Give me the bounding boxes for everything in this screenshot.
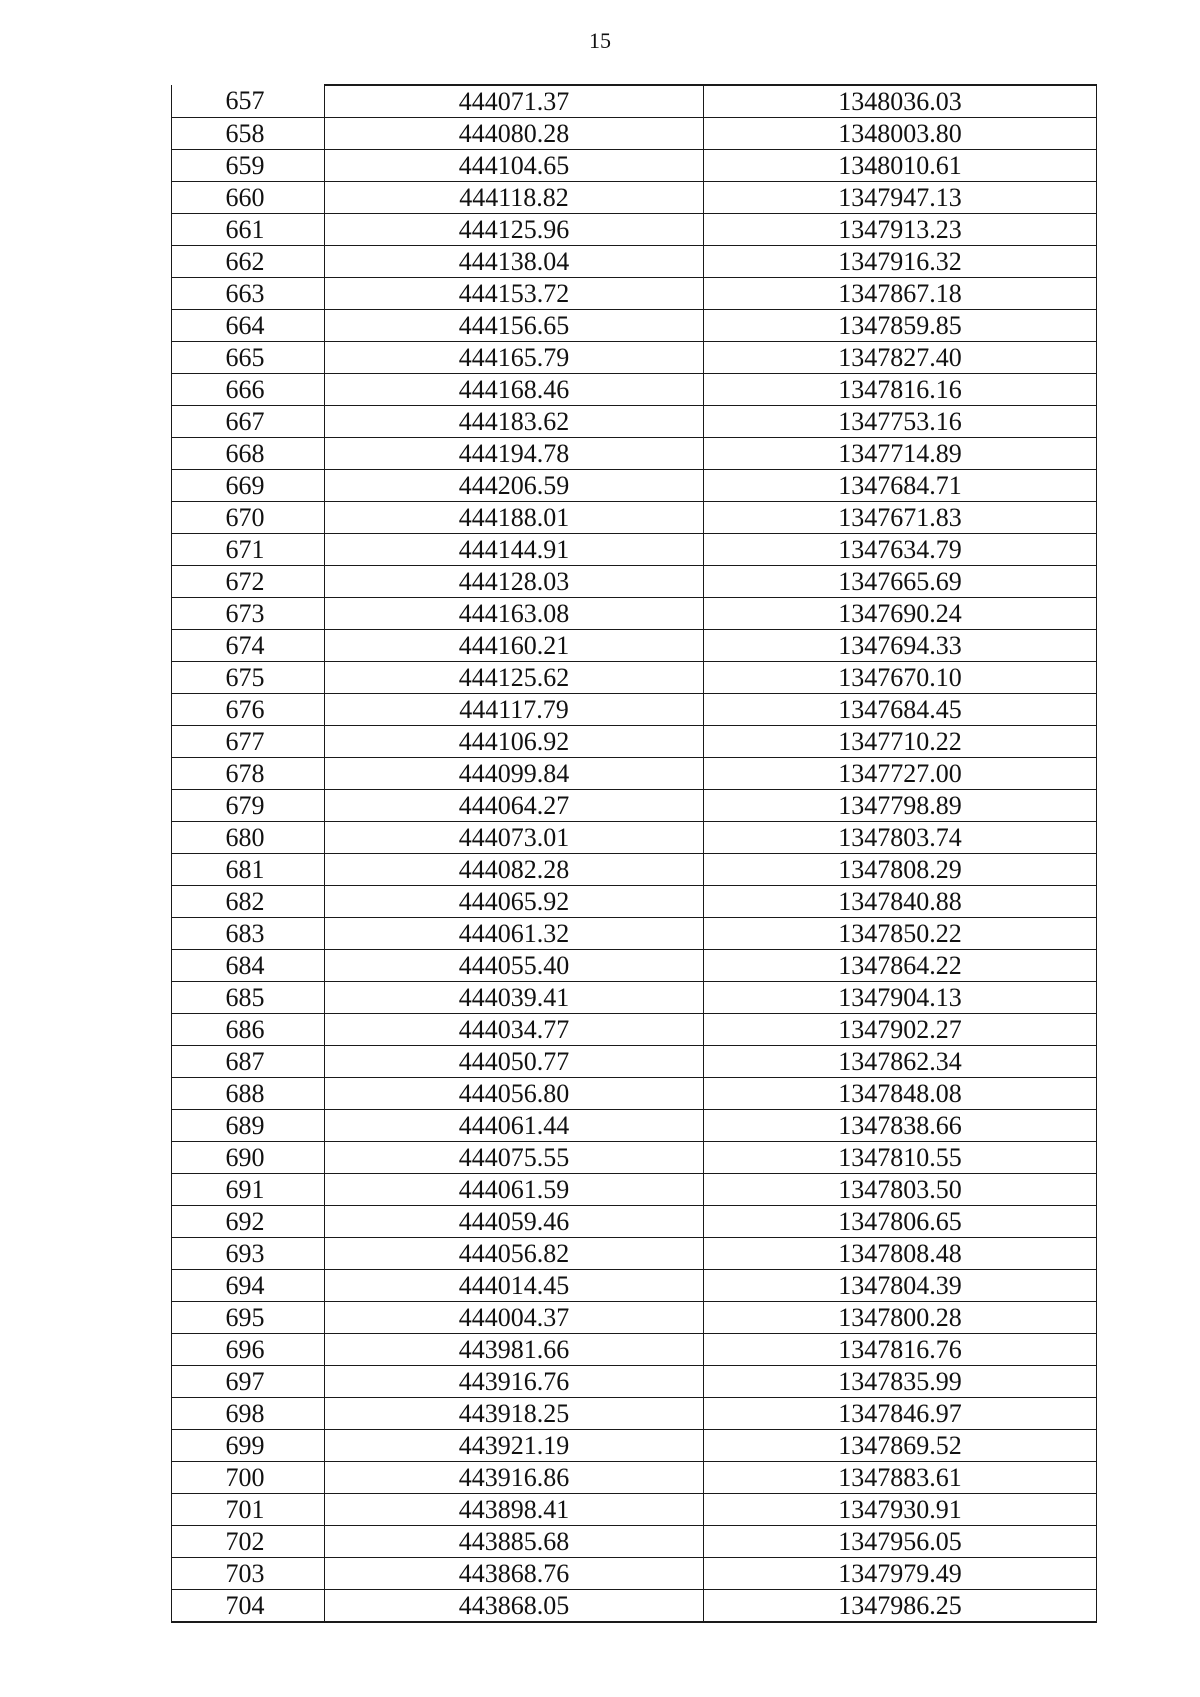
x-coordinate-cell: 444106.92 [325, 726, 704, 758]
point-number-cell: 682 [172, 886, 325, 918]
table-row [172, 85, 1097, 118]
table-row [172, 1430, 1097, 1462]
y-coordinate-cell: 1347838.66 [704, 1110, 1097, 1142]
y-coordinate-cell: 1347803.50 [704, 1174, 1097, 1206]
x-coordinate-cell: 444082.28 [325, 854, 704, 886]
table-row [172, 342, 1097, 374]
y-coordinate-cell: 1348036.03 [704, 85, 1097, 118]
x-coordinate-cell: 444125.96 [325, 214, 704, 246]
x-coordinate-cell: 444004.37 [325, 1302, 704, 1334]
x-coordinate-cell: 444153.72 [325, 278, 704, 310]
point-number-cell: 667 [172, 406, 325, 438]
x-coordinate-cell: 444056.82 [325, 1238, 704, 1270]
point-number-cell: 697 [172, 1366, 325, 1398]
x-coordinate-cell: 444206.59 [325, 470, 704, 502]
y-coordinate-cell: 1347869.52 [704, 1430, 1097, 1462]
y-coordinate-cell: 1347930.91 [704, 1494, 1097, 1526]
y-coordinate-cell: 1347684.71 [704, 470, 1097, 502]
point-number-cell: 665 [172, 342, 325, 374]
x-coordinate-cell: 443921.19 [325, 1430, 704, 1462]
table-row [172, 438, 1097, 470]
table-row [172, 694, 1097, 726]
table-row [172, 1014, 1097, 1046]
y-coordinate-cell: 1347808.29 [704, 854, 1097, 886]
point-number-cell: 687 [172, 1046, 325, 1078]
x-coordinate-cell: 443916.76 [325, 1366, 704, 1398]
table-row [172, 1206, 1097, 1238]
x-coordinate-cell: 444061.32 [325, 918, 704, 950]
y-coordinate-cell: 1347867.18 [704, 278, 1097, 310]
x-coordinate-cell: 443868.76 [325, 1558, 704, 1590]
y-coordinate-cell: 1347986.25 [704, 1590, 1097, 1623]
y-coordinate-cell: 1347883.61 [704, 1462, 1097, 1494]
point-number-cell: 695 [172, 1302, 325, 1334]
table-row [172, 406, 1097, 438]
table-row [172, 790, 1097, 822]
point-number-cell: 657 [172, 85, 325, 118]
point-number-cell: 692 [172, 1206, 325, 1238]
y-coordinate-cell: 1347753.16 [704, 406, 1097, 438]
point-number-cell: 676 [172, 694, 325, 726]
table-row [172, 566, 1097, 598]
table-row [172, 470, 1097, 502]
y-coordinate-cell: 1347804.39 [704, 1270, 1097, 1302]
y-coordinate-cell: 1347947.13 [704, 182, 1097, 214]
y-coordinate-cell: 1347727.00 [704, 758, 1097, 790]
table-row [172, 1110, 1097, 1142]
table-row [172, 1302, 1097, 1334]
y-coordinate-cell: 1347800.28 [704, 1302, 1097, 1334]
point-number-cell: 659 [172, 150, 325, 182]
x-coordinate-cell: 444059.46 [325, 1206, 704, 1238]
y-coordinate-cell: 1347665.69 [704, 566, 1097, 598]
point-number-cell: 689 [172, 1110, 325, 1142]
x-coordinate-cell: 444064.27 [325, 790, 704, 822]
x-coordinate-cell: 443918.25 [325, 1398, 704, 1430]
y-coordinate-cell: 1347913.23 [704, 214, 1097, 246]
table-row [172, 950, 1097, 982]
x-coordinate-cell: 444075.55 [325, 1142, 704, 1174]
y-coordinate-cell: 1347827.40 [704, 342, 1097, 374]
point-number-cell: 679 [172, 790, 325, 822]
y-coordinate-cell: 1347850.22 [704, 918, 1097, 950]
point-number-cell: 704 [172, 1590, 325, 1623]
point-number-cell: 670 [172, 502, 325, 534]
y-coordinate-cell: 1347848.08 [704, 1078, 1097, 1110]
x-coordinate-cell: 444039.41 [325, 982, 704, 1014]
table-row [172, 822, 1097, 854]
y-coordinate-cell: 1347956.05 [704, 1526, 1097, 1558]
x-coordinate-cell: 444099.84 [325, 758, 704, 790]
table-row [172, 1366, 1097, 1398]
x-coordinate-cell: 444183.62 [325, 406, 704, 438]
point-number-cell: 663 [172, 278, 325, 310]
point-number-cell: 681 [172, 854, 325, 886]
x-coordinate-cell: 444104.65 [325, 150, 704, 182]
x-coordinate-cell: 444118.82 [325, 182, 704, 214]
y-coordinate-cell: 1347806.65 [704, 1206, 1097, 1238]
x-coordinate-cell: 443981.66 [325, 1334, 704, 1366]
x-coordinate-cell: 444125.62 [325, 662, 704, 694]
point-number-cell: 702 [172, 1526, 325, 1558]
y-coordinate-cell: 1347684.45 [704, 694, 1097, 726]
y-coordinate-cell: 1347835.99 [704, 1366, 1097, 1398]
point-number-cell: 690 [172, 1142, 325, 1174]
table-row [172, 246, 1097, 278]
y-coordinate-cell: 1347816.16 [704, 374, 1097, 406]
table-row [172, 758, 1097, 790]
x-coordinate-cell: 444080.28 [325, 118, 704, 150]
y-coordinate-cell: 1347634.79 [704, 534, 1097, 566]
y-coordinate-cell: 1347859.85 [704, 310, 1097, 342]
x-coordinate-cell: 444034.77 [325, 1014, 704, 1046]
point-number-cell: 677 [172, 726, 325, 758]
x-coordinate-cell: 444163.08 [325, 598, 704, 630]
y-coordinate-cell: 1347840.88 [704, 886, 1097, 918]
y-coordinate-cell: 1347864.22 [704, 950, 1097, 982]
point-number-cell: 674 [172, 630, 325, 662]
point-number-cell: 703 [172, 1558, 325, 1590]
x-coordinate-cell: 444165.79 [325, 342, 704, 374]
y-coordinate-cell: 1347714.89 [704, 438, 1097, 470]
x-coordinate-cell: 444194.78 [325, 438, 704, 470]
point-number-cell: 678 [172, 758, 325, 790]
point-number-cell: 698 [172, 1398, 325, 1430]
y-coordinate-cell: 1347816.76 [704, 1334, 1097, 1366]
table-row [172, 310, 1097, 342]
table-row [172, 182, 1097, 214]
table-row [172, 374, 1097, 406]
point-number-cell: 688 [172, 1078, 325, 1110]
y-coordinate-cell: 1347810.55 [704, 1142, 1097, 1174]
table-row [172, 1558, 1097, 1590]
table-row [172, 854, 1097, 886]
x-coordinate-cell: 444144.91 [325, 534, 704, 566]
table-row [172, 214, 1097, 246]
point-number-cell: 672 [172, 566, 325, 598]
point-number-cell: 691 [172, 1174, 325, 1206]
y-coordinate-cell: 1347690.24 [704, 598, 1097, 630]
x-coordinate-cell: 444168.46 [325, 374, 704, 406]
x-coordinate-cell: 444050.77 [325, 1046, 704, 1078]
table-row [172, 598, 1097, 630]
y-coordinate-cell: 1347862.34 [704, 1046, 1097, 1078]
point-number-cell: 666 [172, 374, 325, 406]
table-row [172, 918, 1097, 950]
table-row [172, 1494, 1097, 1526]
x-coordinate-cell: 444056.80 [325, 1078, 704, 1110]
point-number-cell: 661 [172, 214, 325, 246]
y-coordinate-cell: 1348010.61 [704, 150, 1097, 182]
page-number: 15 [589, 28, 611, 53]
x-coordinate-cell: 444061.59 [325, 1174, 704, 1206]
x-coordinate-cell: 444138.04 [325, 246, 704, 278]
x-coordinate-cell: 444055.40 [325, 950, 704, 982]
y-coordinate-cell: 1347671.83 [704, 502, 1097, 534]
point-number-cell: 700 [172, 1462, 325, 1494]
x-coordinate-cell: 444117.79 [325, 694, 704, 726]
x-coordinate-cell: 443898.41 [325, 1494, 704, 1526]
y-coordinate-cell: 1347808.48 [704, 1238, 1097, 1270]
y-coordinate-cell: 1347670.10 [704, 662, 1097, 694]
table-row [172, 118, 1097, 150]
table-row [172, 1334, 1097, 1366]
point-number-cell: 664 [172, 310, 325, 342]
point-number-cell: 669 [172, 470, 325, 502]
point-number-cell: 683 [172, 918, 325, 950]
point-number-cell: 701 [172, 1494, 325, 1526]
point-number-cell: 694 [172, 1270, 325, 1302]
y-coordinate-cell: 1347904.13 [704, 982, 1097, 1014]
x-coordinate-cell: 444071.37 [325, 85, 704, 118]
table-row [172, 1142, 1097, 1174]
table-row [172, 886, 1097, 918]
point-number-cell: 668 [172, 438, 325, 470]
table-row [172, 534, 1097, 566]
x-coordinate-cell: 444014.45 [325, 1270, 704, 1302]
coordinates-table-body [172, 85, 1097, 1622]
y-coordinate-cell: 1347694.33 [704, 630, 1097, 662]
point-number-cell: 675 [172, 662, 325, 694]
x-coordinate-cell: 444156.65 [325, 310, 704, 342]
x-coordinate-cell: 443868.05 [325, 1590, 704, 1623]
x-coordinate-cell: 444160.21 [325, 630, 704, 662]
table-row [172, 1398, 1097, 1430]
table-row [172, 1590, 1097, 1623]
y-coordinate-cell: 1347710.22 [704, 726, 1097, 758]
y-coordinate-cell: 1347979.49 [704, 1558, 1097, 1590]
point-number-cell: 693 [172, 1238, 325, 1270]
table-row [172, 1462, 1097, 1494]
x-coordinate-cell: 444188.01 [325, 502, 704, 534]
table-row [172, 726, 1097, 758]
y-coordinate-cell: 1348003.80 [704, 118, 1097, 150]
x-coordinate-cell: 444073.01 [325, 822, 704, 854]
table-row [172, 1174, 1097, 1206]
point-number-cell: 658 [172, 118, 325, 150]
table-row [172, 1526, 1097, 1558]
point-number-cell: 671 [172, 534, 325, 566]
y-coordinate-cell: 1347916.32 [704, 246, 1097, 278]
table-row [172, 630, 1097, 662]
point-number-cell: 660 [172, 182, 325, 214]
table-row [172, 982, 1097, 1014]
table-row [172, 278, 1097, 310]
point-number-cell: 680 [172, 822, 325, 854]
y-coordinate-cell: 1347846.97 [704, 1398, 1097, 1430]
point-number-cell: 673 [172, 598, 325, 630]
table-row [172, 1270, 1097, 1302]
y-coordinate-cell: 1347798.89 [704, 790, 1097, 822]
x-coordinate-cell: 443885.68 [325, 1526, 704, 1558]
point-number-cell: 685 [172, 982, 325, 1014]
y-coordinate-cell: 1347803.74 [704, 822, 1097, 854]
table-row [172, 662, 1097, 694]
point-number-cell: 696 [172, 1334, 325, 1366]
y-coordinate-cell: 1347902.27 [704, 1014, 1097, 1046]
table-row [172, 1238, 1097, 1270]
point-number-cell: 699 [172, 1430, 325, 1462]
table-row [172, 502, 1097, 534]
table-row [172, 150, 1097, 182]
coordinates-table [171, 84, 1097, 1623]
point-number-cell: 686 [172, 1014, 325, 1046]
table-row [172, 1078, 1097, 1110]
x-coordinate-cell: 444065.92 [325, 886, 704, 918]
x-coordinate-cell: 444061.44 [325, 1110, 704, 1142]
table-row [172, 1046, 1097, 1078]
x-coordinate-cell: 444128.03 [325, 566, 704, 598]
point-number-cell: 662 [172, 246, 325, 278]
x-coordinate-cell: 443916.86 [325, 1462, 704, 1494]
point-number-cell: 684 [172, 950, 325, 982]
